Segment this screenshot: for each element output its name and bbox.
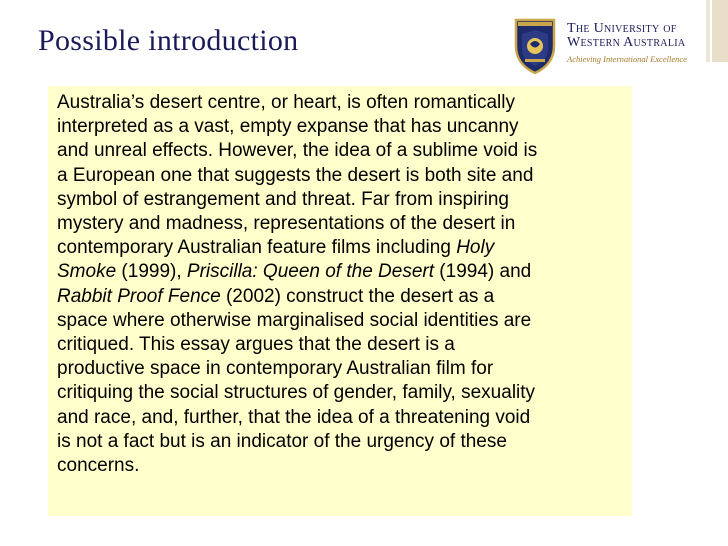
paragraph-text: space where otherwise marginalised social identities are xyxy=(57,309,532,331)
university-motto: Achieving International Excellence xyxy=(567,54,687,64)
paragraph-line xyxy=(57,212,624,236)
paragraph-line xyxy=(57,164,624,188)
university-logo xyxy=(510,16,710,76)
paragraph-text: Australia’s desert centre, or heart, is often romantically xyxy=(57,92,515,113)
paragraph-text: concerns. xyxy=(57,455,140,477)
introduction-paragraph xyxy=(57,91,624,478)
paragraph-line xyxy=(57,139,624,163)
paragraph-text: is not a fact but is an indicator of the urgency of these xyxy=(57,430,507,452)
film-title-text: Holy xyxy=(456,237,495,259)
paragraph-line xyxy=(57,236,624,260)
paragraph-line xyxy=(57,285,624,309)
introduction-textbox xyxy=(48,86,632,516)
paragraph-line xyxy=(57,381,624,405)
paragraph-text: (2002) construct the desert as a xyxy=(220,285,495,307)
paragraph-line xyxy=(57,454,624,478)
paragraph-line xyxy=(57,309,624,333)
paragraph-text: mystery and madness, representations of the desert in xyxy=(57,213,516,235)
university-crest-icon xyxy=(510,16,560,76)
corner-decoration xyxy=(712,0,728,62)
paragraph-text: symbol of estrangement and threat. Far from inspiring xyxy=(57,188,509,210)
paragraph-text: a European one that suggests the desert is both site and xyxy=(57,164,534,186)
paragraph-line xyxy=(57,333,624,357)
university-name xyxy=(567,22,685,50)
paragraph-text: (1999), xyxy=(116,261,187,283)
paragraph-text: critiqued. This essay argues that the desert is a xyxy=(57,334,455,356)
paragraph-line xyxy=(57,406,624,430)
paragraph-text: interpreted as a vast, empty expanse that has uncanny xyxy=(57,116,519,138)
paragraph-line xyxy=(57,260,624,284)
film-title-text: Priscilla: Queen of the Desert xyxy=(186,261,435,283)
paragraph-line xyxy=(57,430,624,454)
paragraph-text: and race, and, further, that the idea of a threatening void xyxy=(57,406,531,428)
paragraph-text: and unreal effects. However, the idea of a sublime void is xyxy=(57,140,538,162)
paragraph-text: productive space in contemporary Australian film for xyxy=(57,358,494,380)
film-title-text: Smoke xyxy=(57,261,117,283)
paragraph-line xyxy=(57,188,624,212)
paragraph-text: contemporary Australian feature films including xyxy=(57,237,457,259)
paragraph-text: critiquing the social structures of gender, family, sexuality xyxy=(57,382,536,404)
university-name-line1: The University of xyxy=(567,21,677,36)
paragraph-line xyxy=(57,115,624,139)
slide-title: Possible introduction xyxy=(38,24,299,57)
film-title-text: Rabbit Proof Fence xyxy=(57,285,221,307)
paragraph-line xyxy=(57,91,624,115)
university-name-line2: Western Australia xyxy=(567,35,686,50)
paragraph-text: (1994) and xyxy=(434,261,532,283)
paragraph-line xyxy=(57,357,624,381)
